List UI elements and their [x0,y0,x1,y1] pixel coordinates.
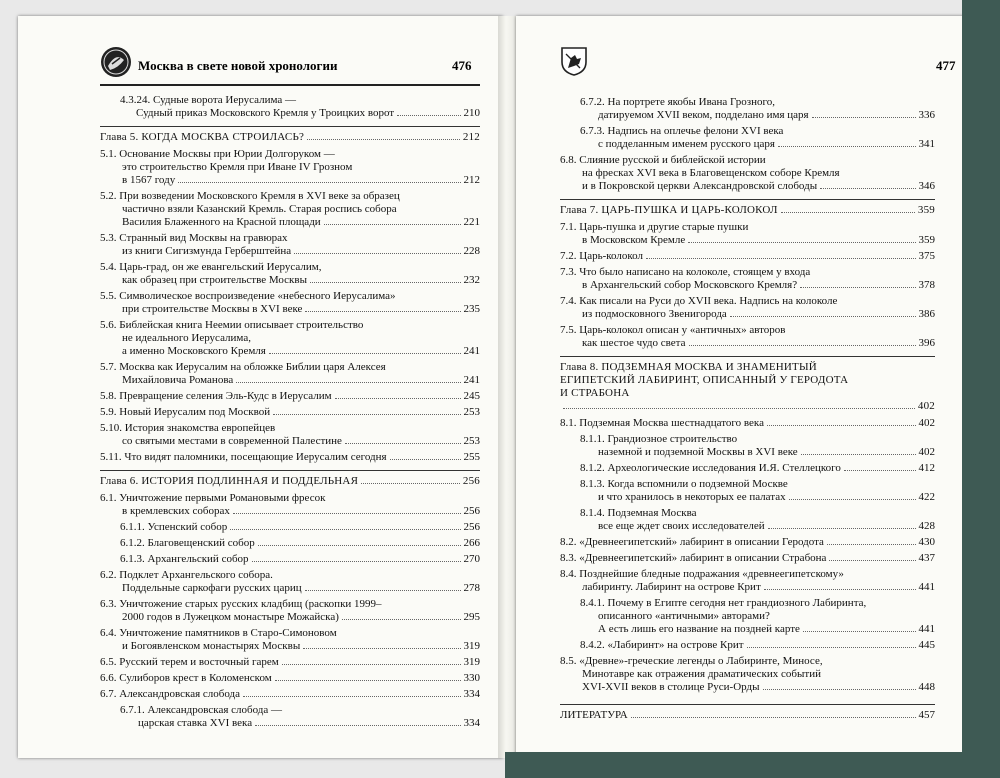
toc-entry-text: 5.4. Царь-град, он же евангельский Иерусалим, [100,261,322,273]
toc-entry-text: описанного «античными» авторами? [598,610,770,622]
dot-leader [789,498,916,500]
toc-entry-text: 8.4. Позднейшие бледные подражания «древнеегипетскому» [560,568,844,580]
toc-entry-title: из книги Сигизмунда Герберштейна [122,245,292,257]
toc-entry [100,290,480,316]
dot-leader [243,695,460,697]
toc-entry-title: Глава 7. ЦАРЬ-ПУШКА И ЦАРЬ-КОЛОКОЛ [560,204,778,216]
toc-entry-text: 6.7.3. Надпись на оплечье фелони XVI века [580,125,784,137]
toc-page-number: 402 [918,446,935,458]
toc-entry-title: 8.1. Подземная Москва шестнадцатого века [560,417,764,429]
toc-entry-text: 7.5. Царь-колокол описан у «античных» авторов [560,324,786,336]
dot-leader [688,241,915,243]
toc-entry-title: 5.9. Новый Иерусалим под Москвой [100,406,271,418]
dot-leader [233,512,461,514]
toc-page-number: 422 [918,491,935,503]
toc-entry [560,295,935,321]
toc-entry-title: и Богоявленском монастырях Москвы [122,640,301,652]
toc-entry-title: XVI-XVII веков в столице Руси-Орды [582,681,760,693]
toc-page-number: 334 [463,688,480,700]
toc-entry [100,627,480,653]
toc-entry-title: 6.1.3. Архангельский собор [120,553,249,565]
toc-page-number: 441 [918,623,935,635]
toc-entry-text: 6.2. Подклет Архангельского собора. [100,569,273,581]
toc-page-number: 412 [918,462,935,474]
toc-page-number: 430 [918,536,935,548]
toc-entry-title: и что хранилось в некоторых ее палатах [598,491,786,503]
toc-entry-text: 5.3. Странный вид Москвы на гравюрах [100,232,288,244]
toc-page-number: 445 [918,639,935,651]
toc-entry [560,324,935,350]
toc-entry [100,148,480,187]
dot-leader [269,352,461,354]
toc-page-number: 437 [918,552,935,564]
dot-leader [342,618,461,620]
toc-entry-text: на фресках XVI века в Благовещенском соборе Кремля [582,167,840,179]
toc-chapter-entry [560,356,935,413]
book-cover-edge [962,0,1000,778]
toc-entry [100,319,480,358]
toc-entry [560,507,935,533]
toc-entry-text: 5.5. Символическое воспроизведение «небесного Иерусалима» [100,290,396,302]
toc-entry-text: 5.10. История знакомства европейцев [100,422,276,434]
dot-leader [324,223,461,225]
toc-page-number: 378 [918,279,935,291]
toc-page-number: 210 [463,107,480,119]
toc-page-number: 319 [463,640,480,652]
toc-entry [100,704,480,730]
toc-entry-title: как шестое чудо света [582,337,686,349]
dot-leader [178,181,460,183]
toc-page-number: 256 [463,505,480,517]
toc-page-number: 457 [918,709,935,721]
toc-entry-text: 6.7.2. На портрете якобы Ивана Грозного, [580,96,775,108]
dot-leader [236,381,460,383]
toc-entry [560,568,935,594]
toc-entry-title: в Архангельский собор Московского Кремля? [582,279,798,291]
toc-entry-title: 6.1.1. Успенский собор [120,521,228,533]
toc-page-number: 232 [463,274,480,286]
dot-leader [781,211,915,213]
toc-entry-title: 5.11. Что видят паломники, посещающие Иерусалим сегодня [100,451,387,463]
toc-left-column [100,94,480,733]
dot-leader [563,407,915,409]
toc-entry-text: 5.1. Основание Москвы при Юрии Долгоруком — [100,148,335,160]
dot-leader [294,252,460,254]
toc-entry [560,266,935,292]
dot-leader [646,257,915,259]
dot-leader [803,630,916,632]
toc-entry [100,492,480,518]
toc-entry-text: 8.1.1. Грандиозное строительство [580,433,738,445]
toc-entry-title: Глава 5. КОГДА МОСКВА СТРОИЛАСЬ? [100,131,305,143]
toc-page-number: 428 [918,520,935,532]
toc-entry-title: в Московском Кремле [582,234,686,246]
toc-entry [560,417,935,430]
toc-entry-title: Судный приказ Московского Кремля у Троицких ворот [136,107,395,119]
dot-leader [252,560,461,562]
toc-entry-text: частично взяли Казанский Кремль. Старая роспись собора [122,203,397,215]
toc-entry [560,597,935,636]
toc-page-number: 221 [463,216,480,228]
toc-chapter-entry [100,126,480,144]
toc-entry-title: все еще ждет своих исследователей [598,520,765,532]
toc-entry [100,553,480,566]
toc-page-number: 212 [463,174,480,186]
toc-page-number: 295 [463,611,480,623]
toc-entry-text: 5.6. Библейская книга Неемии описывает строительство [100,319,364,331]
toc-page-number: 245 [463,390,480,402]
toc-entry [560,250,935,263]
toc-entry-text: 6.1. Уничтожение первыми Романовыми фресок [100,492,326,504]
toc-entry-title: Василия Блаженного на Красной площади [122,216,321,228]
toc-entry [560,96,935,122]
toc-entry-title: 8.3. «Древнеегипетский» лабиринт в описании Страбона [560,552,827,564]
dot-leader [282,663,461,665]
toc-entry-title: 6.6. Сулиборов крест в Коломенском [100,672,272,684]
toc-page-number: 359 [918,234,935,246]
dot-leader [273,413,460,415]
dot-leader [820,187,915,189]
dot-leader [310,281,461,283]
toc-page-number: 253 [463,435,480,447]
toc-chapter-entry [100,470,480,488]
toc-page-number: 255 [463,451,480,463]
right-page-number: 477 [936,58,956,73]
toc-entry [100,190,480,229]
toc-entry-title: датируемом XVII веком, подделано имя царя [598,109,809,121]
toc-page-number: 228 [463,245,480,257]
toc-page-number: 402 [917,400,935,412]
toc-entry-text: 7.1. Царь-пушка и другие старые пушки [560,221,749,233]
toc-page-number: 334 [463,717,480,729]
toc-entry-text: это строительство Кремля при Иване IV Грозном [122,161,353,173]
toc-page-number: 341 [918,138,935,150]
dot-leader [390,458,461,460]
toc-page-number: 241 [463,345,480,357]
toc-page-number: 441 [918,581,935,593]
toc-entry [560,221,935,247]
toc-page-number: 256 [462,475,480,487]
toc-entry-title: 7.2. Царь-колокол [560,250,644,262]
toc-entry-text: 8.4.1. Почему в Египте сегодня нет грандиозного Лабиринта, [580,597,867,609]
toc-literature-entry [560,704,935,722]
toc-page-number: 266 [463,537,480,549]
toc-entry [100,672,480,685]
toc-entry-title: Михайловича Романова [122,374,234,386]
toc-page-number: 448 [918,681,935,693]
book-gutter [498,16,518,758]
toc-entry [560,478,935,504]
toc-entry-text: Минотавре как отражения драматических событий [582,668,821,680]
toc-page-number: 396 [918,337,935,349]
toc-entry [100,422,480,448]
toc-entry [100,361,480,387]
dot-leader [801,453,916,455]
toc-page-number: 256 [463,521,480,533]
dot-leader [275,679,461,681]
toc-entry-text: 8.1.3. Когда вспомнили о подземной Москве [580,478,788,490]
toc-page-number: 402 [918,417,935,429]
toc-entry-text: 5.7. Москва как Иерусалим на обложке Библии царя Алексея [100,361,386,373]
dot-leader [747,646,916,648]
dot-leader [730,315,916,317]
dot-leader [305,310,460,312]
dot-leader [258,544,461,546]
header-rule [100,84,480,86]
toc-entry [100,598,480,624]
toc-page-number: 375 [918,250,935,262]
toc-page-number: 330 [463,672,480,684]
toc-entry-title: в 1567 году [122,174,176,186]
dot-leader [764,588,916,590]
toc-entry-text: 6.3. Уничтожение старых русских кладбищ (раскопки 1999– [100,598,382,610]
book-cover-bottom [505,752,1000,778]
toc-entry-title: из подмосковного Звенигорода [582,308,727,320]
toc-entry [100,261,480,287]
toc-entry [100,569,480,595]
toc-entry [100,232,480,258]
dot-leader [778,145,916,147]
toc-entry-title: Поддельные саркофаги русских цариц [122,582,302,594]
toc-entry-title: 6.1.2. Благовещенский собор [120,537,255,549]
toc-entry-title: Глава 6. ИСТОРИЯ ПОДЛИННАЯ И ПОДДЕЛЬНАЯ [100,475,359,487]
toc-entry-title: 8.1.2. Археологические исследования И.Я. Стеллецкого [580,462,841,474]
toc-page-number: 253 [463,406,480,418]
dot-leader [829,559,915,561]
toc-page-number: 278 [463,582,480,594]
dot-leader [827,543,916,545]
dot-leader [361,482,460,484]
toc-entry-text: 8.1.4. Подземная Москва [580,507,697,519]
toc-entry [100,406,480,419]
dot-leader [812,116,916,118]
toc-entry-title: А есть лишь его название на поздней карте [598,623,800,635]
toc-entry-title: 5.8. Превращение селения Эль-Кудс в Иерусалим [100,390,332,402]
toc-entry-title: при строительстве Москвы в XVI веке [122,303,303,315]
toc-entry [560,552,935,565]
toc-entry [560,655,935,694]
dot-leader [689,344,916,346]
dot-leader [768,527,916,529]
toc-entry-title: 2000 годов в Лужецком монастыре Можайска) [122,611,339,623]
toc-entry-title: царская ставка XVI века [138,717,253,729]
toc-right-column [560,96,935,725]
toc-page-number: 270 [463,553,480,565]
dot-leader [255,724,460,726]
toc-entry-title: наземной и подземной Москвы в XVI веке [598,446,798,458]
toc-entry [100,688,480,701]
toc-entry [560,433,935,459]
toc-entry [100,451,480,464]
toc-entry-title: ЛИТЕРАТУРА [560,709,628,721]
toc-entry-title: с подделанным именем русского царя [598,138,775,150]
toc-entry-title: 8.4.2. «Лабиринт» на острове Крит [580,639,744,651]
toc-entry-title: и в Покровской церкви Александровской слободы [582,180,818,192]
toc-page-number: 359 [917,204,935,216]
toc-entry-text: 5.2. При возведении Московского Кремля в XVI веке за образец [100,190,400,202]
toc-entry-title: 6.7. Александровская слобода [100,688,241,700]
toc-page-number: 241 [463,374,480,386]
toc-entry [100,521,480,534]
toc-page-number: 235 [463,303,480,315]
toc-entry-title: 8.2. «Древнеегипетский» лабиринт в описании Геродота [560,536,824,548]
toc-entry-text: 6.4. Уничтожение памятников в Старо-Симоновом [100,627,337,639]
toc-chapter-entry [560,199,935,217]
toc-entry [560,154,935,193]
toc-entry [560,462,935,475]
dot-leader [397,114,460,116]
toc-entry [100,390,480,403]
toc-entry-title: 6.5. Русский терем и восточный гарем [100,656,279,668]
toc-entry-title: как образец при строительстве Москвы [122,274,307,286]
toc-entry [100,94,480,120]
toc-entry-text: 6.8. Слияние русской и библейской истории [560,154,766,166]
dot-leader [763,688,916,690]
dot-leader [767,424,916,426]
toc-entry-text: 7.4. Как писали на Руси до XVII века. Надпись на колоколе [560,295,838,307]
toc-page-number: 319 [463,656,480,668]
toc-entry-text: ЕГИПЕТСКИЙ ЛАБИРИНТ, ОПИСАННЫЙ У ГЕРОДОТА [560,374,849,386]
dot-leader [631,716,916,718]
dot-leader [303,647,460,649]
toc-page-number: 386 [918,308,935,320]
toc-page-number: 346 [918,180,935,192]
toc-entry [560,536,935,549]
toc-entry-text: 4.3.24. Судные ворота Иерусалима — [120,94,296,106]
dot-leader [335,397,461,399]
running-header-title: Москва в свете новой хронологии [138,58,338,73]
dot-leader [345,442,461,444]
moscow-coat-of-arms-icon [560,46,588,76]
left-page-number: 476 [452,58,472,73]
toc-page-number: 336 [918,109,935,121]
toc-entry [100,656,480,669]
dot-leader [307,138,460,140]
toc-entry-text: 6.7.1. Александровская слобода — [120,704,283,716]
toc-entry-text: И СТРАБОНА [560,387,630,399]
toc-entry-title: а именно Московского Кремля [122,345,266,357]
toc-entry-text: 8.5. «Древне»-греческие легенды о Лабиринте, Миносе, [560,655,823,667]
dot-leader [305,589,461,591]
dot-leader [800,286,915,288]
toc-entry-text: не идеального Иерусалима, [122,332,251,344]
dot-leader [230,528,460,530]
toc-entry-text: 7.3. Что было написано на колоколе, стоящем у входа [560,266,811,278]
toc-entry-title: в кремлевских соборах [122,505,230,517]
toc-entry-title: со святыми местами в современной Палестине [122,435,342,447]
toc-entry-text: Глава 8. ПОДЗЕМНАЯ МОСКВА И ЗНАМЕНИТЫЙ [560,361,817,373]
toc-entry [100,537,480,550]
publisher-emblem-icon [100,46,132,78]
toc-page-number: 212 [462,131,480,143]
toc-entry [560,639,935,652]
dot-leader [844,469,916,471]
toc-entry-title: лабиринту. Лабиринт на острове Крит [582,581,761,593]
toc-entry [560,125,935,151]
